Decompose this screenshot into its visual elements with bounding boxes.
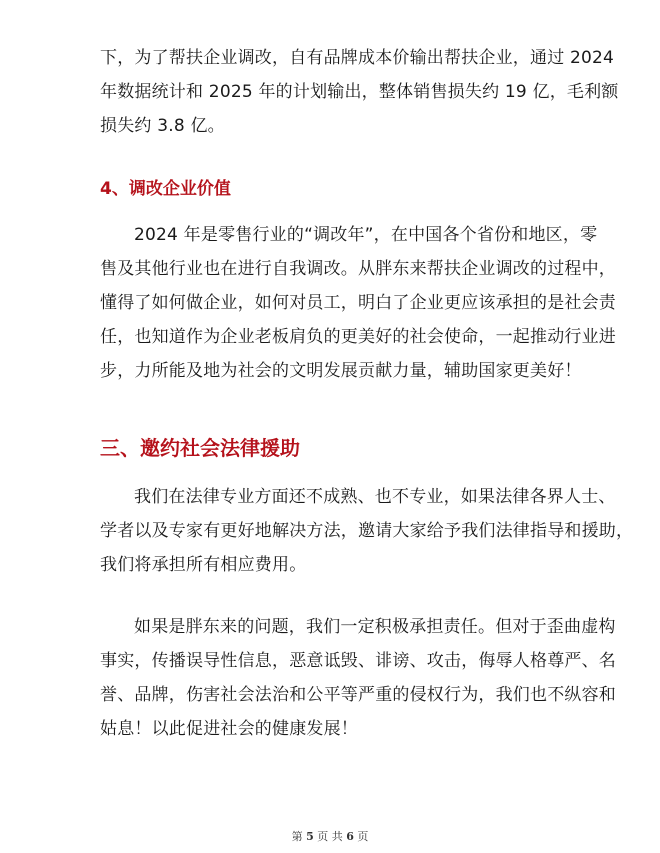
section-p2-line-4: 姑息！以此促进社会的健康发展！ [100,719,358,739]
section-p1-line-2: 学者以及专家有更好地解决方法，邀请大家给予我们法律指导和援助， [100,521,634,541]
subsection-line-2: 售及其他行业也在进行自我调改。从胖东来帮扶企业调改的过程中， [100,259,616,279]
footer-prefix: 第 [291,830,303,843]
section-p1-line-1: 我们在法律专业方面还不成熟、也不专业，如果法律各界人士、 [134,487,616,507]
section-paragraph-2 [100,610,616,746]
intro-paragraph [100,41,619,143]
section-heading: 三、邀约社会法律援助 [100,436,300,460]
page-number-footer [0,828,660,844]
section-paragraph-1 [100,480,634,582]
subsection-heading: 4、调改企业价值 [100,179,231,199]
intro-line-1: 下，为了帮扶企业调改，自有品牌成本价输出帮扶企业，通过 2024 [100,48,615,68]
footer-suffix: 页 [357,830,369,843]
section-p2-line-1: 如果是胖东来的问题，我们一定积极承担责任。但对于歪曲虚构 [134,617,616,637]
subsection-line-1: 2024 年是零售行业的“调改年”，在中国各个省份和地区，零 [134,225,598,245]
subsection-line-4: 任，也知道作为企业老板肩负的更美好的社会使命，一起推动行业进 [100,327,616,347]
subsection-paragraph [100,218,616,388]
footer-middle: 页 共 [317,830,343,843]
subsection-line-3: 懂得了如何做企业，如何对员工，明白了企业更应该承担的是社会责 [100,293,616,313]
section-p1-line-3: 我们将承担所有相应费用。 [100,555,307,575]
intro-line-3: 损失约 3.8 亿。 [100,116,225,136]
subsection-line-5: 步，力所能及地为社会的文明发展贡献力量，辅助国家更美好！ [100,361,582,381]
footer-current-page: 5 [306,830,314,843]
section-p2-line-3: 誉、品牌，伤害社会法治和公平等严重的侵权行为，我们也不纵容和 [100,685,616,705]
section-p2-line-2: 事实，传播误导性信息，恶意诋毁、诽谤、攻击，侮辱人格尊严、名 [100,651,616,671]
intro-line-2: 年数据统计和 2025 年的计划输出，整体销售损失约 19 亿，毛利额 [100,82,619,102]
footer-total-pages: 6 [346,830,354,843]
